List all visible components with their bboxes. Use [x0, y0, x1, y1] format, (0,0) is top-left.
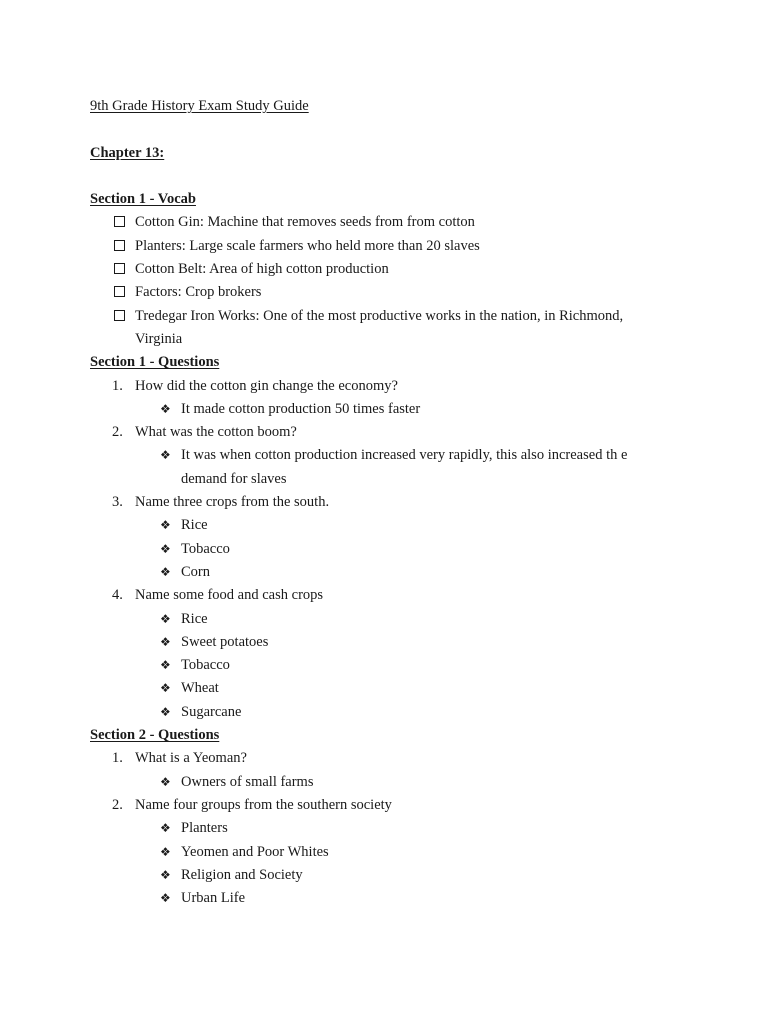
- vocab-item: [90, 235, 690, 258]
- question-number: 2.: [112, 424, 123, 441]
- spacer: [90, 118, 690, 141]
- question-item: [90, 747, 690, 770]
- diamond-bullet-icon: ❖: [160, 867, 171, 882]
- checkbox-icon[interactable]: [114, 216, 125, 227]
- question-text: How did the cotton gin change the economy?: [135, 377, 398, 394]
- answer-item: [90, 538, 690, 561]
- question-number: 1.: [112, 377, 123, 394]
- diamond-bullet-icon: ❖: [160, 634, 171, 649]
- answer-text: Rice: [181, 517, 208, 534]
- answer-text: Planters: [181, 820, 228, 837]
- question-item: [90, 421, 690, 444]
- question-item: [90, 584, 690, 607]
- vocab-text: Tredegar Iron Works: One of the most productive works in the nation, in Richmond,: [135, 307, 624, 324]
- answer-text: Owners of small farms: [181, 773, 314, 790]
- answer-item: [90, 631, 690, 654]
- diamond-bullet-icon: ❖: [160, 518, 171, 533]
- answer-text: Tobacco: [181, 657, 230, 674]
- answer-text: Sweet potatoes: [181, 633, 269, 650]
- document-title: 9th Grade History Exam Study Guide: [90, 98, 309, 114]
- checkbox-icon[interactable]: [114, 263, 125, 274]
- answer-item: [90, 444, 690, 467]
- answer-item: [90, 771, 690, 794]
- answer-text: It was when cotton production increased very rapidly, this also increased th e: [181, 447, 628, 464]
- diamond-bullet-icon: ❖: [160, 401, 171, 416]
- diamond-bullet-icon: ❖: [160, 541, 171, 556]
- question-number: 3.: [112, 494, 123, 511]
- vocab-item: [90, 211, 690, 234]
- answer-item: [90, 561, 690, 584]
- diamond-bullet-icon: ❖: [160, 448, 171, 463]
- answer-item: [90, 701, 690, 724]
- checkbox-icon[interactable]: [114, 240, 125, 251]
- diamond-bullet-icon: ❖: [160, 658, 171, 673]
- answer-item: [90, 817, 690, 840]
- answer-text: Religion and Society: [181, 866, 303, 883]
- question-number: 2.: [112, 796, 123, 813]
- diamond-bullet-icon: ❖: [160, 844, 171, 859]
- question-text: What was the cotton boom?: [135, 424, 297, 441]
- diamond-bullet-icon: ❖: [160, 681, 171, 696]
- spacer: [90, 165, 690, 188]
- section1-questions-heading: Section 1 - Questions: [90, 354, 220, 371]
- answer-item: [90, 608, 690, 631]
- checkbox-icon[interactable]: [114, 310, 125, 321]
- question-text: Name three crops from the south.: [135, 494, 330, 511]
- answer-text: It made cotton production 50 times faster: [181, 400, 421, 417]
- vocab-text: Planters: Large scale farmers who held more than 20 slaves: [135, 237, 480, 254]
- answer-item: [90, 514, 690, 537]
- answer-item: [90, 654, 690, 677]
- question-text: What is a Yeoman?: [135, 750, 247, 767]
- diamond-bullet-icon: ❖: [160, 891, 171, 906]
- answer-text: Corn: [181, 563, 210, 580]
- answer-text-continuation: demand for slaves: [181, 470, 287, 487]
- answer-text: Sugarcane: [181, 703, 242, 720]
- vocab-item: [90, 258, 690, 281]
- question-item: [90, 491, 690, 514]
- question-number: 4.: [112, 587, 123, 604]
- answer-text: Tobacco: [181, 540, 230, 557]
- answer-item: [90, 677, 690, 700]
- section1-vocab-heading: Section 1 - Vocab: [90, 191, 196, 208]
- vocab-item: [90, 281, 690, 304]
- question-text: Name some food and cash crops: [135, 587, 324, 604]
- section2-questions-heading: Section 2 - Questions: [90, 727, 220, 744]
- vocab-item: [90, 305, 690, 328]
- answer-text: Urban Life: [181, 890, 246, 907]
- diamond-bullet-icon: ❖: [160, 611, 171, 626]
- diamond-bullet-icon: ❖: [160, 704, 171, 719]
- answer-item: [90, 864, 690, 887]
- question-item: [90, 794, 690, 817]
- vocab-text-continuation: Virginia: [135, 330, 183, 347]
- answer-text: Wheat: [181, 680, 219, 697]
- answer-item: [90, 841, 690, 864]
- answer-item: [90, 398, 690, 421]
- vocab-text: Cotton Gin: Machine that removes seeds from from cotton: [135, 214, 475, 231]
- diamond-bullet-icon: ❖: [160, 774, 171, 789]
- answer-text: Yeomen and Poor Whites: [181, 843, 329, 860]
- chapter-heading: Chapter 13:: [90, 144, 165, 161]
- document-page: [90, 95, 690, 910]
- question-number: 1.: [112, 750, 123, 767]
- answer-item: [90, 887, 690, 910]
- answer-text: Rice: [181, 610, 208, 627]
- diamond-bullet-icon: ❖: [160, 564, 171, 579]
- vocab-text: Cotton Belt: Area of high cotton production: [135, 261, 389, 278]
- question-text: Name four groups from the southern society: [135, 796, 392, 813]
- question-item: [90, 375, 690, 398]
- checkbox-icon[interactable]: [114, 286, 125, 297]
- diamond-bullet-icon: ❖: [160, 821, 171, 836]
- vocab-text: Factors: Crop brokers: [135, 284, 262, 301]
